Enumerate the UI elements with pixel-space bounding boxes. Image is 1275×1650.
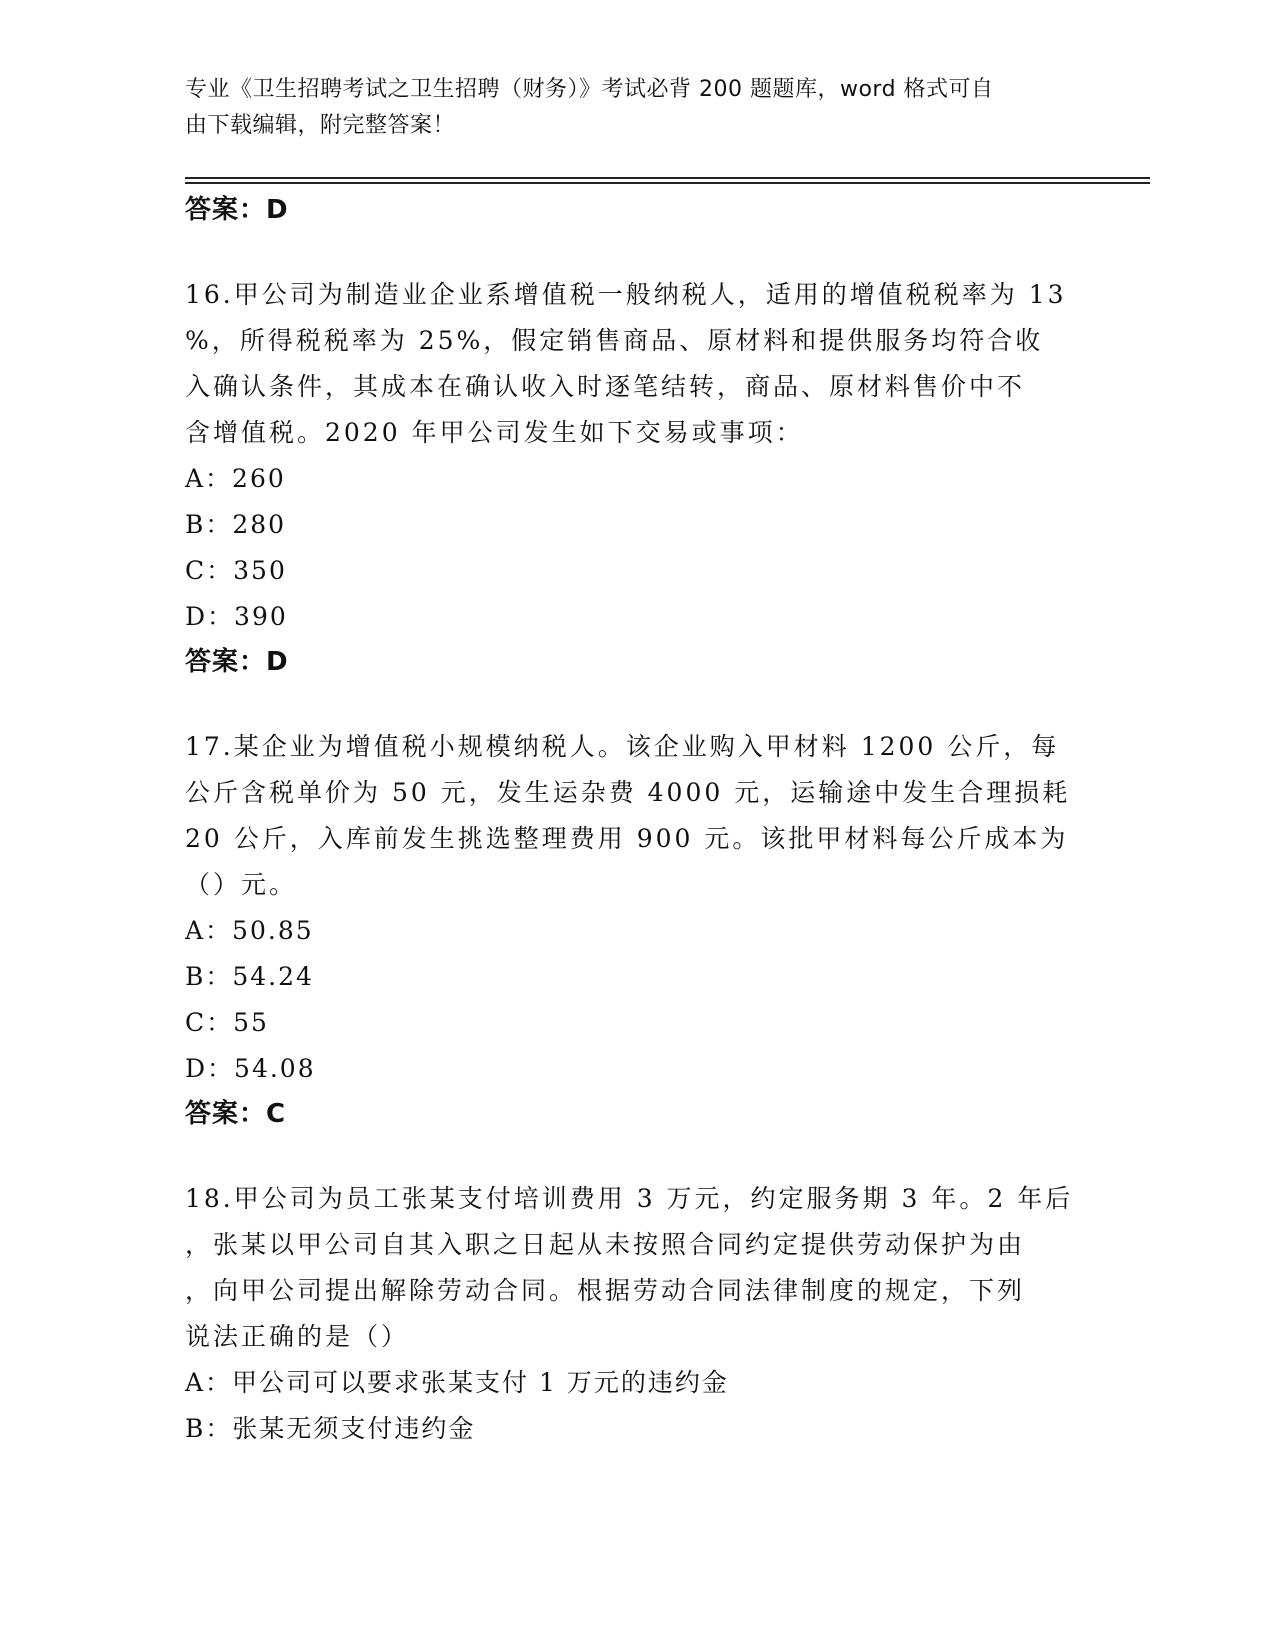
- question-line: %，所得税税率为 25%，假定销售商品、原材料和提供服务均符合收: [185, 326, 1044, 355]
- option-a: A：甲公司可以要求张某支付 1 万元的违约金: [185, 1368, 729, 1397]
- option-b: B：张某无须支付违约金: [185, 1414, 476, 1443]
- question-line: 入确认条件，其成本在确认收入时逐笔结转，商品、原材料售价中不: [185, 372, 1026, 401]
- question-17: [185, 724, 1085, 1136]
- question-line: ，张某以甲公司自其入职之日起从未按照合同约定提供劳动保护为由: [185, 1230, 1026, 1259]
- question-text: [185, 724, 1085, 908]
- question-line: 16.甲公司为制造业企业系增值税一般纳税人，适用的增值税税率为 13: [185, 280, 1067, 309]
- option-c: C：55: [185, 1008, 269, 1037]
- question-text: [185, 1176, 1085, 1360]
- question-line: 18.甲公司为员工张某支付培训费用 3 万元，约定服务期 3 年。2 年后: [185, 1184, 1074, 1213]
- option-c: C：350: [185, 556, 287, 585]
- option-a: A：260: [185, 464, 286, 493]
- header-rule-top: [185, 177, 1150, 179]
- option-a: A：50.85: [185, 916, 314, 945]
- option-b: B：54.24: [185, 962, 314, 991]
- question-line: 公斤含税单价为 50 元，发生运杂费 4000 元，运输途中发生合理损耗: [185, 778, 1071, 807]
- header-rule-bottom: [185, 182, 1150, 184]
- question-line: 17.某企业为增值税小规模纳税人。该企业购入甲材料 1200 公斤，每: [185, 732, 1060, 761]
- question-text: [185, 272, 1085, 456]
- question-line: （）元。: [185, 870, 298, 899]
- option-b: B：280: [185, 510, 287, 539]
- option-d: D：390: [185, 602, 288, 631]
- answer: 答案：C: [185, 1099, 287, 1129]
- header-line-1: 专业《卫生招聘考试之卫生招聘（财务）》考试必背 200 题题库，word 格式可自: [185, 77, 994, 102]
- question-line: 说法正确的是（）: [185, 1322, 410, 1351]
- header-line-2: 由下载编辑，附完整答案！: [185, 113, 456, 138]
- document-header: [185, 72, 1065, 144]
- answer: 答案：D: [185, 647, 289, 677]
- option-d: D：54.08: [185, 1054, 316, 1083]
- question-line: 20 公斤，入库前发生挑选整理费用 900 元。该批甲材料每公斤成本为: [185, 824, 1069, 853]
- question-line: ，向甲公司提出解除劳动合同。根据劳动合同法律制度的规定，下列: [185, 1276, 1026, 1305]
- question-line: 含增值税。2020 年甲公司发生如下交易或事项：: [185, 418, 804, 447]
- document-body: [185, 188, 1085, 1452]
- question-16: [185, 272, 1085, 684]
- question-18: [185, 1176, 1085, 1452]
- previous-answer: 答案：D: [185, 195, 289, 225]
